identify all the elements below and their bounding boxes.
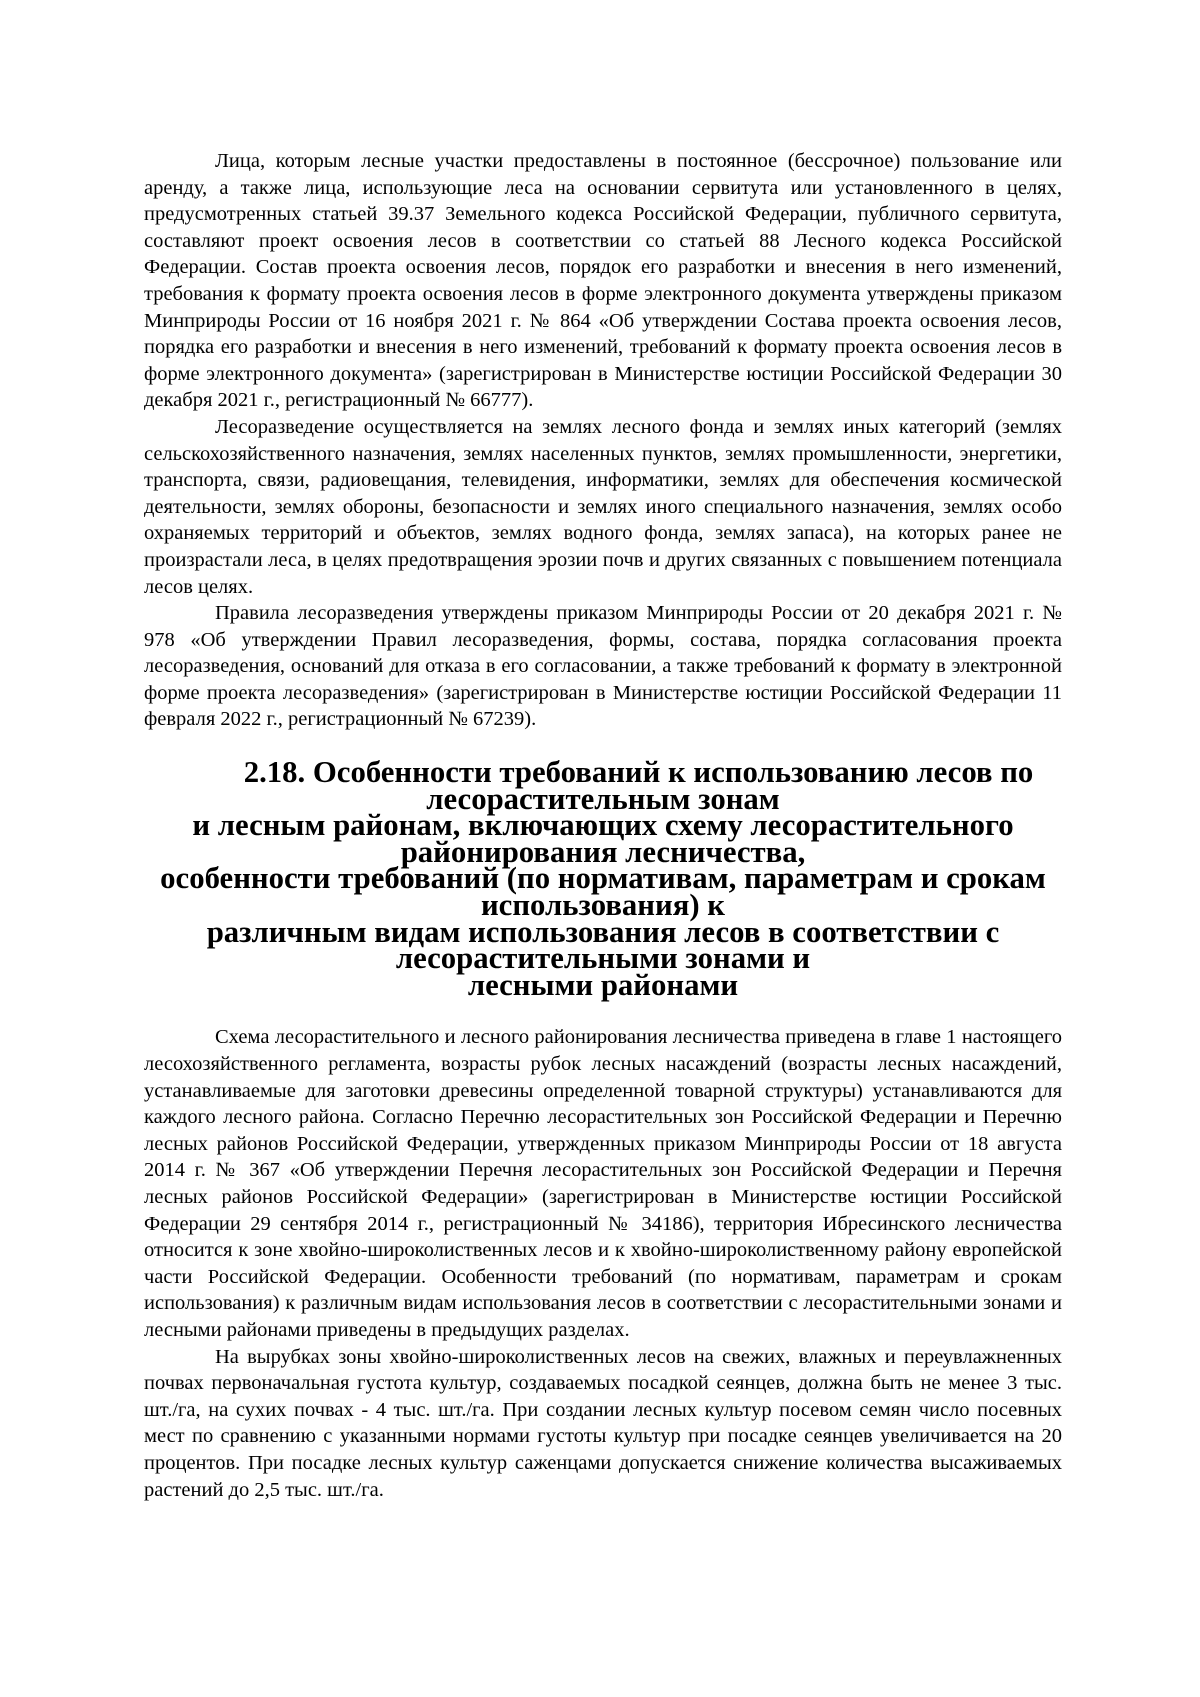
heading-line: особенности требований (по нормативам, параметрам и срокам использования) к — [160, 861, 1046, 923]
document-page — [144, 148, 1062, 1503]
paragraph-planting-density: На вырубках зоны хвойно-широколиственных лесов на свежих, влажных и переувлажненных почвах первоначальная густота культур, создаваемых посадкой сеянцев, должна быть не менее 3 тыс. шт./га, на сухих почвах - 4 тыс. шт./га. При создании лесных культур посевом семян число посевных мест по сравнению с указанными нормами густоты культур при посадке сеянцев увеличивается на 20 процентов. При посадке лесных культур саженцами допускается снижение количества высаживаемых растений до 2,5 тыс. шт./га. — [144, 1345, 1062, 1501]
heading-line: и лесным районам, включающих схему лесорастительного районирования лесничества, — [192, 808, 1014, 869]
heading-line: лесными районами — [467, 967, 739, 1002]
heading-line: различным видам использования лесов в соответствии с лесорастительными зонами и — [206, 914, 1000, 976]
heading-line: 2.18. Особенности требований к использованию лесов по лесорастительным зонам — [243, 755, 1034, 816]
paragraph-afforestation-lands: Лесоразведение осуществляется на землях лесного фонда и землях иных категорий (землях сельскохозяйственного назначения, землях населенных пунктов, землях промышленности, энергетики, транспорта, связи, радиовещания, телевидения, информатики, землях для обеспечения космической деятельности, землях обороны, безопасности и землях иного специального назначения, землях особо охраняемых территорий и объектов, землях водного фонда, землях запаса), на которых ранее не произрастали леса, в целях предотвращения эрозии почв и других связанных с повышением потенциала лесов целях. — [144, 415, 1062, 598]
paragraph-forest-development-project: Лица, которым лесные участки предоставлены в постоянное (бессрочное) пользование или аренду, а также лица, использующие леса на основании сервитута или установленного в целях, предусмотренных статьей 39.37 Земельного кодекса Российской Федерации, публичного сервитута, составляют проект освоения лесов в соответствии со статьей 88 Лесного кодекса Российской Федерации. Состав проекта освоения лесов, порядок его разработки и внесения в него изменений, требования к формату проекта освоения лесов в форме электронного документа утверждены приказом Минприроды России от 16 ноября 2021 г. № 864 «Об утверждении Состава проекта освоения лесов, порядка его разработки и внесения в него изменений, требований к формату проекта освоения лесов в форме электронного документа» (зарегистрирован в Министерстве юстиции Российской Федерации 30 декабря 2021 г., регистрационный № 66777). — [144, 150, 1062, 412]
section-heading-2-18 — [144, 755, 1062, 1002]
paragraph-zoning-scheme: Схема лесорастительного и лесного районирования лесничества приведена в главе 1 настоящего лесохозяйственного регламента, возрасты рубок лесных насаждений (возрасты лесных насаждений, устанавливаемые для заготовки древесины определенной товарной структуры) устанавливаются для каждого лесного района. Согласно Перечню лесорастительных зон Российской Федерации и Перечню лесных районов Российской Федерации, утвержденных приказом Минприроды России от 18 августа 2014 г. № 367 «Об утверждении Перечня лесорастительных зон Российской Федерации и Перечня лесных районов Российской Федерации» (зарегистрирован в Министерстве юстиции Российской Федерации 29 сентября 2014 г., регистрационный № 34186), территория Ибресинского лесничества относится к зоне хвойно-широколиственных лесов и к хвойно-широколиственному району европейской части Российской Федерации. Особенности требований (по нормативам, параметрам и срокам использования) к различным видам использования лесов в соответствии с лесорастительными зонами и лесными районами приведены в предыдущих разделах. — [144, 1026, 1062, 1341]
paragraph-afforestation-rules: Правила лесоразведения утверждены приказом Минприроды России от 20 декабря 2021 г. № 978 «Об утверждении Правил лесоразведения, формы, состава, порядка согласования проекта лесоразведения, оснований для отказа в его согласовании, а также требований к формату в электронной форме проекта лесоразведения» (зарегистрирован в Министерстве юстиции Российской Федерации 11 февраля 2022 г., регистрационный № 67239). — [144, 602, 1062, 731]
